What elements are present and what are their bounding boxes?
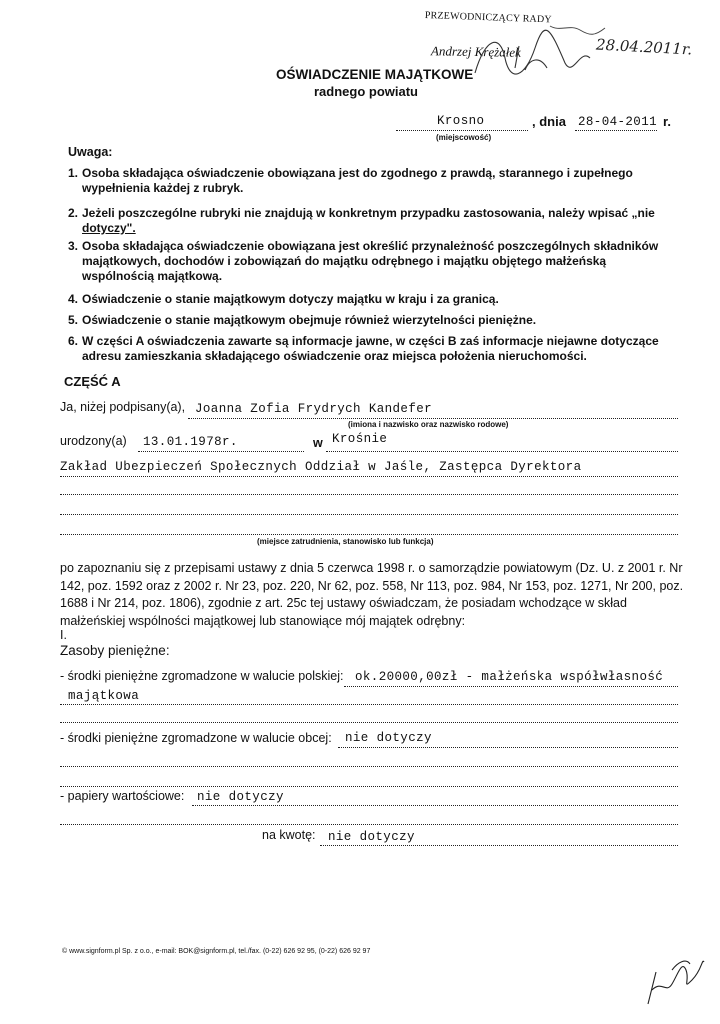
part-a-heading: CZĘŚĆ A: [64, 374, 121, 389]
employment-line-3: [60, 514, 678, 515]
document-subtitle: radnego powiatu: [314, 84, 418, 99]
amount-value: nie dotyczy: [328, 830, 415, 844]
pln-label: - środki pieniężne zgromadzone w walucie polskiej:: [60, 669, 344, 683]
stamp-line-1: PRZEWODNICZĄCY RADY: [424, 10, 552, 26]
paragraph-line-1: po zapoznaniu się z przepisami ustawy z dnia 5 czerwca 1998 r. o samorządzie powiatowym (Dz. U. z 2001 r. Nr: [60, 561, 683, 575]
dnia-label: , dnia: [532, 114, 566, 129]
securities-line-2: [60, 824, 678, 825]
foreign-line-3: [60, 786, 678, 787]
note-1-line-1: Osoba składająca oświadczenie obowiązana jest do zgodnego z prawdą, starannego i zupełnego: [82, 166, 633, 180]
amount-line: [320, 845, 678, 846]
note-4: [68, 292, 688, 307]
note-3-line-3: wspólnością majątkową.: [82, 269, 223, 283]
note-1: [68, 166, 688, 196]
section-number: I.: [60, 628, 67, 642]
note-6-num: 6.: [68, 334, 79, 348]
securities-line-1: [192, 805, 678, 806]
securities-value: nie dotyczy: [197, 790, 284, 804]
initials-signature: [642, 950, 712, 1010]
note-1-num: 1.: [68, 166, 79, 180]
note-6-line-2: adresu zamieszkania składającego oświadczenie oraz miejsca położenia nieruchomości.: [82, 349, 587, 363]
note-2: [68, 206, 688, 236]
employment-caption: (miejsce zatrudnienia, stanowisko lub funkcja): [257, 537, 434, 546]
place-caption: (miejscowość): [436, 133, 492, 142]
paragraph-line-3: 1688 i Nr 214, poz. 1806), zgodnie z art. 25c tej ustawy oświadczam, że posiadam wchodzące w skład: [60, 596, 627, 610]
note-5-num: 5.: [68, 313, 79, 327]
note-5: [68, 313, 688, 328]
handwritten-date: 28.04.2011r.: [595, 35, 693, 59]
note-2-line-1: Jeżeli poszczególne rubryki nie znajdują w konkretnym przypadku zastosowania, należy wpisać „nie: [82, 206, 655, 220]
stamp-line-2: Andrzej Krężałek: [430, 43, 522, 60]
pln-line-3: [60, 722, 678, 723]
note-1-line-2: wypełnienia każdej z rubryk.: [82, 181, 244, 195]
date-value: 28-04-2011: [578, 115, 658, 129]
foreign-line-1: [338, 747, 678, 748]
note-4-num: 4.: [68, 292, 79, 306]
note-3: [68, 239, 688, 284]
place-line: [396, 130, 528, 131]
note-3-line-2: majątkowych, dochodów i zobowiązań do majątku odrębnego i majątku objętego małżeńską: [82, 254, 607, 268]
footer-text: © www.signform.pl Sp. z o.o., e-mail: BOK@signform.pl, tel./fax. (0-22) 626 92 95, (0-22) 626 92 97: [62, 948, 371, 955]
note-4-line-1: Oświadczenie o stanie majątkowym dotyczy majątku w kraju i za granicą.: [82, 292, 499, 306]
foreign-value: nie dotyczy: [345, 731, 432, 745]
note-2-num: 2.: [68, 206, 79, 220]
securities-label: - papiery wartościowe:: [60, 789, 185, 803]
uwaga-label: Uwaga:: [68, 145, 113, 159]
name-line: [188, 418, 678, 419]
place-value: Krosno: [437, 114, 485, 128]
pln-value-1: ok.20000,00zł - małżeńska współwłasność: [355, 670, 664, 684]
born-date-value: 13.01.1978r.: [143, 435, 238, 449]
note-3-line-1: Osoba składająca oświadczenie obowiązana jest określić przynależność poszczególnych składników: [82, 239, 659, 253]
zasoby-label: Zasoby pieniężne:: [60, 643, 170, 658]
name-value: Joanna Zofia Frydrych Kandefer: [195, 402, 433, 416]
employment-line-4: [60, 534, 678, 535]
document-title: OŚWIADCZENIE MAJĄTKOWE: [276, 67, 474, 82]
paragraph-line-4: małżeńskiej wspólności majątkowej lub stanowiące mój majątek odrębny:: [60, 613, 466, 628]
pln-line-1: [344, 686, 678, 687]
born-date-line: [138, 451, 304, 452]
born-place-label: w: [313, 436, 323, 450]
legal-paragraph: [60, 560, 690, 630]
pln-line-2: [60, 704, 678, 705]
note-3-num: 3.: [68, 239, 79, 253]
born-place-line: [326, 451, 678, 452]
pln-value-2: majątkowa: [68, 689, 140, 703]
employment-line-2: [60, 494, 678, 495]
employment-value: Zakład Ubezpieczeń Społecznych Oddział w Jaśle, Zastępca Dyrektora: [60, 460, 582, 474]
note-6: [68, 334, 698, 364]
date-line: [575, 130, 657, 131]
year-suffix: r.: [663, 114, 671, 129]
note-5-line-1: Oświadczenie o stanie majątkowym obejmuje również wierzytelności pieniężne.: [82, 313, 537, 327]
signed-label: Ja, niżej podpisany(a),: [60, 400, 186, 414]
foreign-line-2: [60, 766, 678, 767]
employment-line-1: [60, 476, 678, 477]
amount-label: na kwotę:: [262, 828, 316, 842]
paragraph-line-2: 142, poz. 1592 oraz z 2002 r. Nr 23, poz. 220, Nr 62, poz. 558, Nr 113, poz. 984, Nr 153, poz. 1271, Nr 200, poz.: [60, 578, 684, 593]
name-caption: (imiona i nazwisko oraz nazwisko rodowe): [348, 420, 509, 429]
foreign-label: - środki pieniężne zgromadzone w walucie obcej:: [60, 731, 332, 745]
born-label: urodzony(a): [60, 434, 127, 448]
note-6-line-1: W części A oświadczenia zawarte są informacje jawne, w części B zaś informacje niejawne dotyczące: [82, 334, 659, 348]
born-place-value: Krośnie: [332, 432, 388, 446]
note-2-line-2: dotyczy".: [82, 221, 136, 235]
